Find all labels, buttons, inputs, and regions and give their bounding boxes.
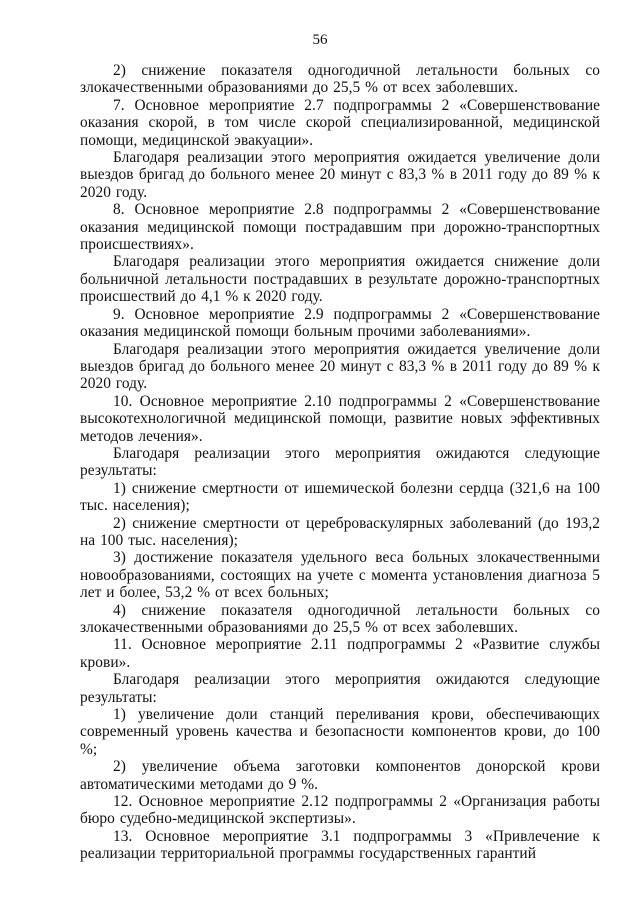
paragraph: 2) снижение показателя одногодичной летальности больных со злокачественными образованиями до 25,5 % от всех заболевших.: [80, 62, 600, 97]
paragraph: Благодаря реализации этого мероприятия ожидается увеличение доли выездов бригад до больного менее 20 минут с 83,3 % в 2011 году до 89 % к 2020 году.: [80, 149, 600, 201]
paragraph: 1) снижение смертности от ишемической болезни сердца (321,6 на 100 тыс. населения);: [80, 479, 600, 515]
paragraph: Благодаря реализации этого мероприятия ожидается увеличение доли выездов бригад до больного менее 20 минут с 83,3 % в 2011 году до 89 % к 2020 году.: [80, 340, 600, 393]
paragraph: 11. Основное мероприятие 2.11 подпрограммы 2 «Развитие службы крови».: [80, 636, 600, 671]
paragraph: 2) увеличение объема заготовки компонентов донорской крови автоматическими методами до 9 %.: [80, 758, 600, 793]
paragraph: 2) снижение смертности от цереброваскулярных заболеваний (до 193,2 на 100 тыс. населения);: [80, 514, 600, 549]
paragraph: 10. Основное мероприятие 2.10 подпрограммы 2 «Совершенствование высокотехнологичной медицинской помощи, развитие новых эффективных методов лечения».: [80, 392, 600, 445]
paragraph: 7. Основное мероприятие 2.7 подпрограммы 2 «Совершенствование оказания скорой, в том числе скорой специализированной, медицинской помощи, медицинской эвакуации».: [80, 96, 600, 149]
paragraph: 12. Основное мероприятие 2.12 подпрограммы 2 «Организация работы бюро судебно-медицинской экспертизы».: [80, 793, 600, 828]
paragraph: 1) увеличение доли станций переливания крови, обеспечивающих современный уровень качества и безопасности компонентов крови, до 100 %;: [80, 706, 600, 758]
paragraph: Благодаря реализации этого мероприятия ожидаются следующие результаты:: [80, 671, 600, 706]
paragraph: Благодаря реализации этого мероприятия ожидается снижение доли больничной летальности пострадавших в результате дорожно-транспортных происшествий до 4,1 % к 2020 году.: [80, 253, 600, 306]
paragraph: 8. Основное мероприятие 2.8 подпрограммы 2 «Совершенствование оказания медицинской помощи пострадавшим при дорожно-транспортных происшествиях».: [80, 201, 600, 254]
paragraph: 4) снижение показателя одногодичной летальности больных со злокачественными образованиями до 25,5 % от всех заболевших.: [80, 601, 600, 636]
paragraph: 9. Основное мероприятие 2.9 подпрограммы 2 «Совершенствование оказания медицинской помощи больным прочими заболеваниями».: [80, 305, 600, 341]
page-number: 56: [312, 32, 328, 48]
paragraph: 13. Основное мероприятие 3.1 подпрограммы 3 «Привлечение к реализации территориальной программы государственных гарантий: [80, 827, 600, 863]
paragraph: 3) достижение показателя удельного веса больных злокачественными новообразованиями, состоящих на учете с момента установления диагноза 5 лет и более, 53,2 % от всех больных;: [80, 549, 600, 602]
document-body: [80, 62, 600, 863]
paragraph: Благодаря реализации этого мероприятия ожидаются следующие результаты:: [80, 444, 600, 480]
